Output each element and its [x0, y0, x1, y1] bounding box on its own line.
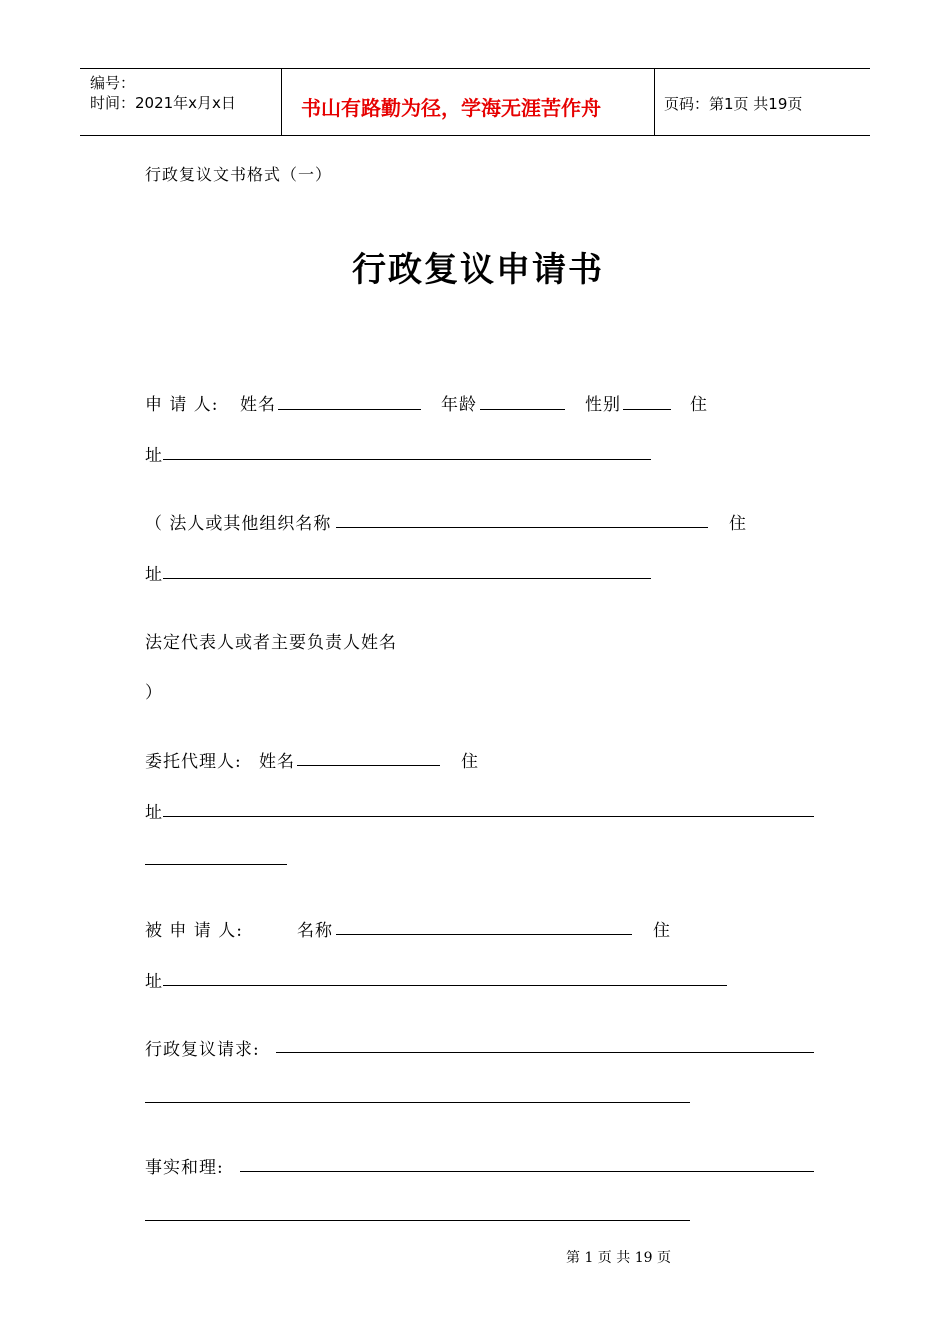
header-top-border [80, 68, 870, 69]
applicant-name-label: 姓名 [240, 395, 276, 415]
facts-label: 事实和理: [145, 1158, 224, 1178]
request-blank-line-2[interactable] [145, 1102, 690, 1103]
agent-address-blank-continued[interactable] [145, 864, 287, 865]
representative-label: 法定代表人或者主要负责人姓名 [145, 633, 397, 653]
header-number-label: 编号： [90, 74, 136, 92]
header-divider-right [654, 68, 655, 136]
facts-blank-line-1[interactable] [240, 1171, 814, 1172]
organization-address-blank[interactable] [163, 578, 651, 579]
facts-blank-line-2[interactable] [145, 1220, 690, 1221]
agent-label: 委托代理人: [145, 752, 242, 772]
applicant-age-label: 年龄 [441, 395, 477, 415]
agent-address-label-end: 址 [145, 803, 163, 823]
organization-label: （ 法人或其他组织名称 [145, 514, 332, 534]
organization-name-blank[interactable] [336, 527, 708, 528]
organization-address-label-end: 址 [145, 565, 163, 585]
applicant-age-blank[interactable] [480, 409, 565, 410]
respondent-name-label: 名称 [297, 921, 333, 941]
request-blank-line-1[interactable] [276, 1052, 814, 1053]
applicant-label: 申 请 人: [145, 395, 219, 415]
applicant-address-blank[interactable] [163, 459, 651, 460]
agent-address-blank[interactable] [163, 816, 814, 817]
agent-name-label: 姓名 [259, 752, 295, 772]
header-time-label: 时间：2021年x月x日 [90, 94, 236, 112]
request-label: 行政复议请求: [145, 1040, 260, 1060]
organization-address-label-start: 住 [729, 514, 747, 534]
applicant-gender-blank[interactable] [623, 409, 671, 410]
respondent-address-label-end: 址 [145, 972, 163, 992]
applicant-gender-label: 性别 [585, 395, 621, 415]
applicant-name-blank[interactable] [278, 409, 421, 410]
respondent-label: 被 申 请 人: [145, 921, 243, 941]
respondent-address-label-start: 住 [653, 921, 671, 941]
respondent-address-blank[interactable] [163, 985, 727, 986]
applicant-address-label-end: 址 [145, 446, 163, 466]
representative-closing: ） [145, 683, 163, 703]
format-label: 行政复议文书格式（一） [145, 165, 333, 184]
respondent-name-blank[interactable] [336, 934, 632, 935]
header-motto: 书山有路勤为径，学海无涯苦作舟 [301, 96, 601, 120]
applicant-address-label-start: 住 [690, 395, 708, 415]
header-divider-left [281, 68, 282, 136]
header-bottom-border [80, 135, 870, 136]
agent-address-label-start: 住 [461, 752, 479, 772]
header-page-info: 页码：第1页 共19页 [664, 95, 803, 113]
page-title: 行政复议申请书 [352, 250, 604, 290]
footer-page-number: 第 1 页 共 19 页 [566, 1250, 671, 1266]
agent-name-blank[interactable] [297, 765, 440, 766]
